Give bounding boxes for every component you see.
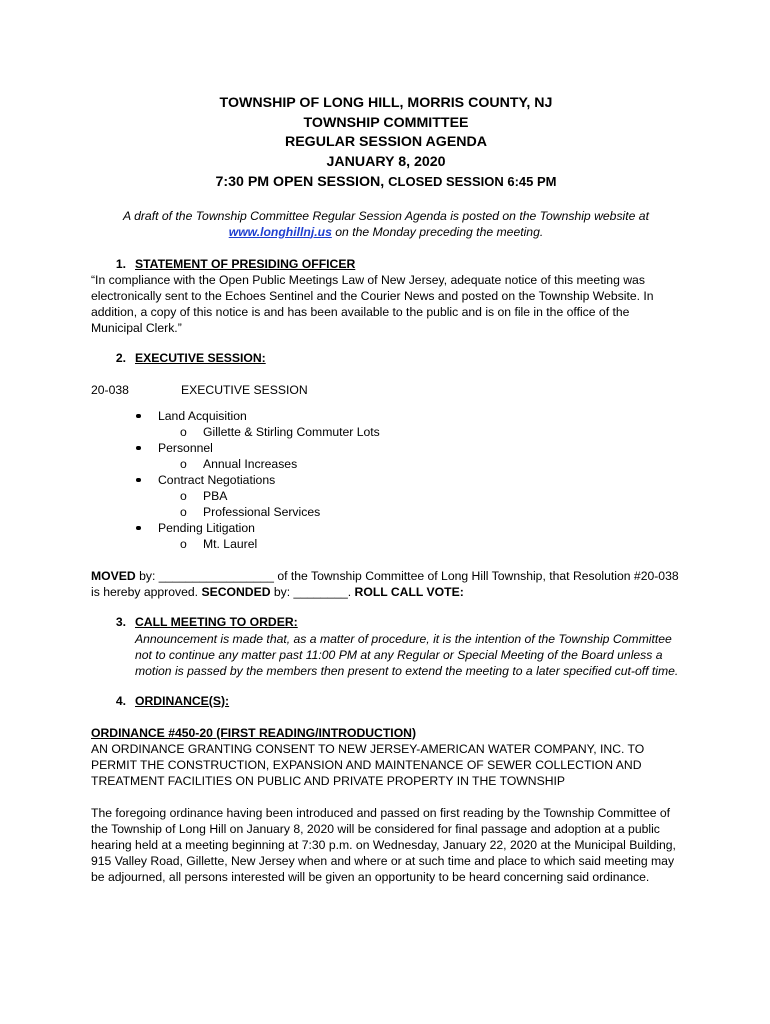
section-2-heading: [91, 350, 681, 366]
seconded-label: SECONDED: [201, 584, 271, 599]
header-closed-session: CLOSED SESSION 6:45 PM: [388, 174, 557, 189]
header-open-session: 7:30 PM OPEN SESSION,: [215, 174, 385, 190]
topic-label: Land Acquisition: [158, 408, 247, 423]
topic-label: Pending Litigation: [158, 520, 255, 535]
sub-list-item: o Gillette & Stirling Commuter Lots: [158, 424, 681, 440]
motion-paragraph: [91, 568, 681, 600]
list-item: [91, 520, 681, 552]
section-3-text: Announcement is made that, as a matter of procedure, it is the intention of the Township Committee not to continue any matter past 11:00 PM at any Regular or Special Meeting of the Board unless a motion is passed by the members then present to extend the meeting to a later specified cut-off time.: [135, 631, 679, 678]
header-township: TOWNSHIP OF LONG HILL, MORRIS COUNTY, NJ: [219, 95, 553, 111]
ordinance-hearing-text: The foregoing ordinance having been introduced and passed on first reading by the Township Committee of the Township of Long Hill on January 8, 2020 will be considered for final passage and adoption at a public hearing held at a meeting beginning at 7:30 p.m. on Wednesday, January 22, 2020 at the Municipal Building, 915 Valley Road, Gillette, New Jersey when and where or at such time and place to which said meeting may be adjourned, all persons interested will be given an opportunity to be heard concerning said ordinance.: [91, 805, 676, 884]
ordinance-description: AN ORDINANCE GRANTING CONSENT TO NEW JERSEY-AMERICAN WATER COMPANY, INC. TO PERMIT THE CONSTRUCTION, EXPANSION AND MAINTENANCE OF SEWER COLLECTION AND TREATMENT FACILITIES ON PUBLIC AND PRIVATE PROPERTY IN THE TOWNSHIP: [91, 741, 645, 788]
header-date: JANUARY 8, 2020: [326, 153, 446, 170]
header-agenda-type: REGULAR SESSION AGENDA: [284, 134, 488, 150]
topic-label: Personnel: [158, 440, 213, 455]
ordinance-title: ORDINANCE #450-20 (FIRST READING/INTRODUCTION): [91, 725, 417, 740]
sub-topics: [158, 536, 681, 552]
moved-label: MOVED: [91, 568, 136, 583]
document-header: [91, 94, 681, 193]
moved-text: by: _________________ of the Township Committee of Long Hill Township, that Resolution #20-038 is hereby approved.: [91, 568, 679, 599]
section-2-title: EXECUTIVE SESSION:: [135, 350, 266, 365]
header-committee: TOWNSHIP COMMITTEE: [303, 114, 469, 131]
section-1-text: “In compliance with the Open Public Meetings Law of New Jersey, adequate notice of this meeting was electronically sent to the Echoes Sentinel and the Courier News and posted on the Township Website. In addition, a copy of this notice is and has been available to the public and is on file in the office of the Municipal Clerk.”: [91, 272, 654, 335]
section-3-number: 3.: [115, 614, 126, 629]
section-4-title: ORDINANCE(S):: [135, 693, 230, 708]
section-4-number: 4.: [115, 693, 126, 708]
draft-notice: [91, 208, 681, 240]
list-item: [91, 408, 681, 440]
sub-list-item: o Mt. Laurel: [158, 536, 681, 552]
section-1-title: STATEMENT OF PRESIDING OFFICER: [135, 256, 356, 271]
header-session-times: [91, 172, 681, 193]
section-2-number: 2.: [115, 350, 126, 365]
sub-topics: [158, 424, 681, 440]
sub-list-item: o Annual Increases: [158, 456, 681, 472]
resolution-number: 20-038: [91, 382, 129, 397]
township-website-link[interactable]: www.longhillnj.us: [228, 224, 332, 239]
seconded-text: by: ________.: [270, 584, 355, 599]
section-3-heading: [91, 614, 681, 630]
sub-topics: [158, 456, 681, 472]
roll-call-label: ROLL CALL VOTE:: [354, 584, 464, 599]
list-item: [91, 472, 681, 520]
notice-text-before: A draft of the Township Committee Regular Session Agenda is posted on the Township website at: [123, 208, 649, 223]
executive-session-topics: [91, 408, 681, 552]
sub-list-item: o PBA: [158, 488, 681, 504]
section-1-heading: [91, 256, 681, 272]
topic-label: Contract Negotiations: [158, 472, 276, 487]
section-4-heading: [91, 693, 681, 709]
document-content: [91, 94, 681, 885]
resolution-line: [91, 382, 681, 398]
resolution-title: EXECUTIVE SESSION: [181, 382, 308, 397]
sub-topics: [158, 488, 681, 520]
section-1-number: 1.: [115, 256, 126, 271]
sub-list-item: o Professional Services: [158, 504, 681, 520]
list-item: [91, 440, 681, 472]
section-3-title: CALL MEETING TO ORDER:: [135, 614, 298, 629]
notice-text-after: on the Monday preceding the meeting.: [335, 224, 544, 239]
